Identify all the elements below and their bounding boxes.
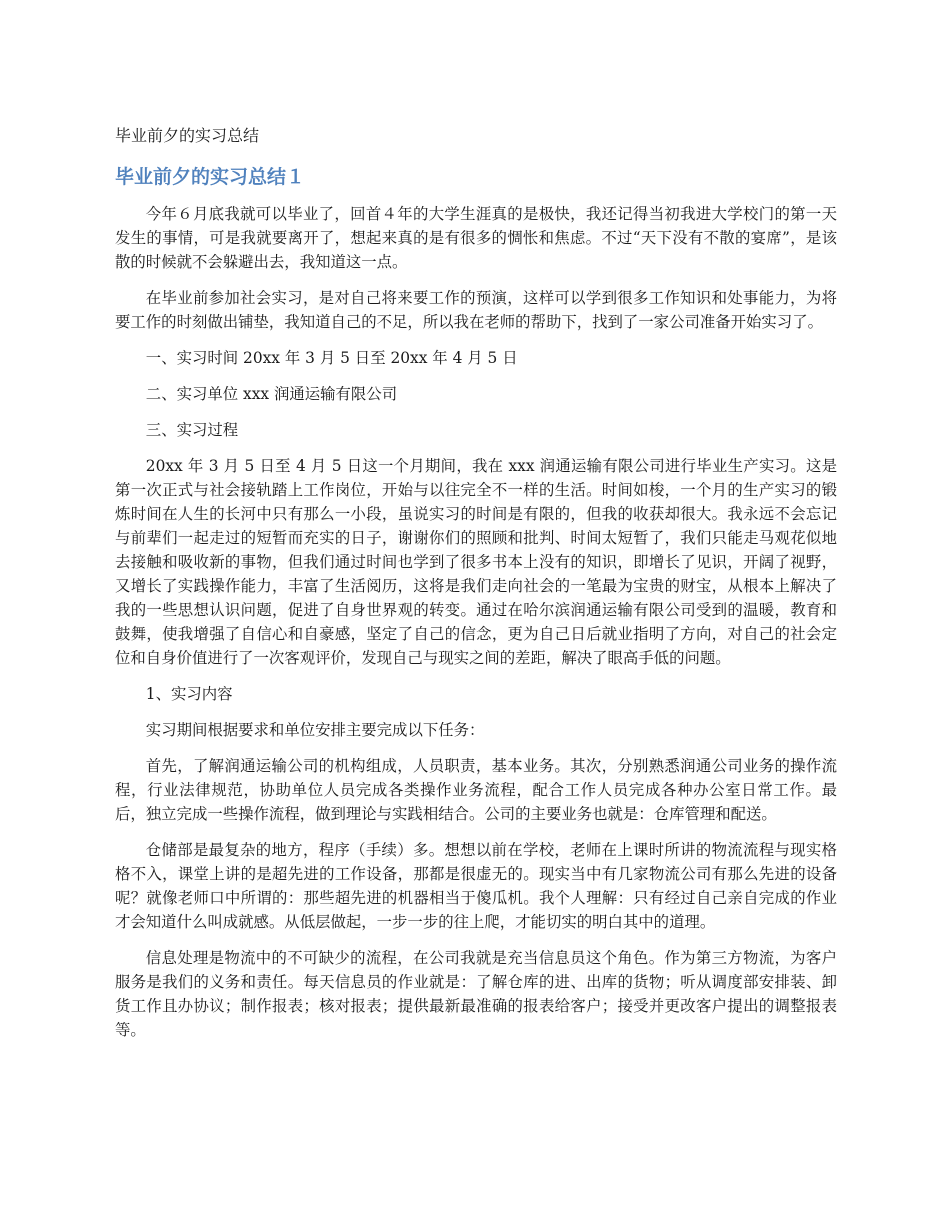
- paragraph-process: 20xx 年 3 月 5 日至 4 月 5 日这一个月期间，我在 xxx 润通运输有限公司进行毕业生产实习。这是第一次正式与社会接轨踏上工作岗位，开始与以往完全不一样的生活。时间如梭，一个月的生产实习的锻炼时间在人生的长河中只有那么一小段，虽说实习的时间是有限的，但我的收获却很大。我永远不会忘记与前辈们一起走过的短暂而充实的日子，谢谢你们的照顾和批判、时间太短暂了，我们只能走马观花似地去接触和吸收新的事物，但我们通过时间也学到了很多书本上没有的知识，即增长了见识，开阔了视野，又增长了实践操作能力，丰富了生活阅历，这将是我们走向社会的一笔最为宝贵的财宝，从根本上解决了我的一些思想认识问题，促进了自身世界观的转变。通过在哈尔滨润通运输有限公司受到的温暖，教育和鼓舞，使我增强了自信心和自豪感，坚定了自己的信念，更为自己日后就业指明了方向，对自己的社会定位和自身价值进行了一次客观评价，发现自己与现实之间的差距，解决了眼高手低的问题。: [115, 457, 837, 667]
- paragraph-intro: 今年６月底我就可以毕业了，回首４年的大学生涯真的是极快，我还记得当初我进大学校门的第一天发生的事情，可是我就要离开了，想起来真的是有很多的惆怅和焦虑。不过“天下没有不散的宴席”，是该散的时候就不会躲避出去，我知道这一点。: [115, 205, 837, 271]
- paragraph-information: 信息处理是物流中的不可缺少的流程，在公司我就是充当信息员这个角色。作为第三方物流，为客户服务是我们的义务和责任。每天信息员的作业就是：了解仓库的进、出库的货物；听从调度部安排装、卸货工作且办协议；制作报表；核对报表；提供最新最准确的报表给客户；接受并更改客户提出的调整报表等。: [115, 949, 837, 1039]
- paragraph-tasks: 首先，了解润通运输公司的机构组成，人员职责，基本业务。其次，分别熟悉润通公司业务的操作流程，行业法律规范，协助单位人员完成各类操作业务流程，配合工作人员完成各种办公室日常工作。最后，独立完成一些操作流程，做到理论与实践相结合。公司的主要业务也就是：仓库管理和配送。: [115, 757, 837, 823]
- document-title: 毕业前夕的实习总结: [115, 126, 260, 145]
- paragraph-internship-time: 一、实习时间 20xx 年 3 月 5 日至 20xx 年 4 月 5 日: [145, 349, 518, 367]
- paragraph-tasks-intro: 实习期间根据要求和单位安排主要完成以下任务：: [145, 721, 485, 739]
- paragraph-preparation: 在毕业前参加社会实习，是对自己将来要工作的预演，这样可以学到很多工作知识和处事能力，为将要工作的时刻做出铺垫，我知道自己的不足，所以我在老师的帮助下，找到了一家公司准备开始实习了。: [115, 289, 837, 331]
- paragraph-content-heading: 1、实习内容: [145, 685, 233, 703]
- paragraph-process-heading: 三、实习过程: [145, 421, 239, 439]
- section-heading: 毕业前夕的实习总结１: [115, 166, 306, 188]
- paragraph-warehouse: 仓储部是最复杂的地方，程序（手续）多。想想以前在学校，老师在上课时所讲的物流流程与现实格格不入，课堂上讲的是超先进的工作设备，那都是很虚无的。现实当中有几家物流公司有那么先进的设备呢？就像老师口中所谓的：那些超先进的机器相当于傻瓜机。我个人理解：只有经过自己亲自完成的作业才会知道什么叫成就感。从低层做起，一步一步的往上爬，才能切实的明白其中的道理。: [115, 841, 837, 931]
- paragraph-internship-unit: 二、实习单位 xxx 润通运输有限公司: [145, 385, 398, 403]
- document-body: [115, 202, 837, 1054]
